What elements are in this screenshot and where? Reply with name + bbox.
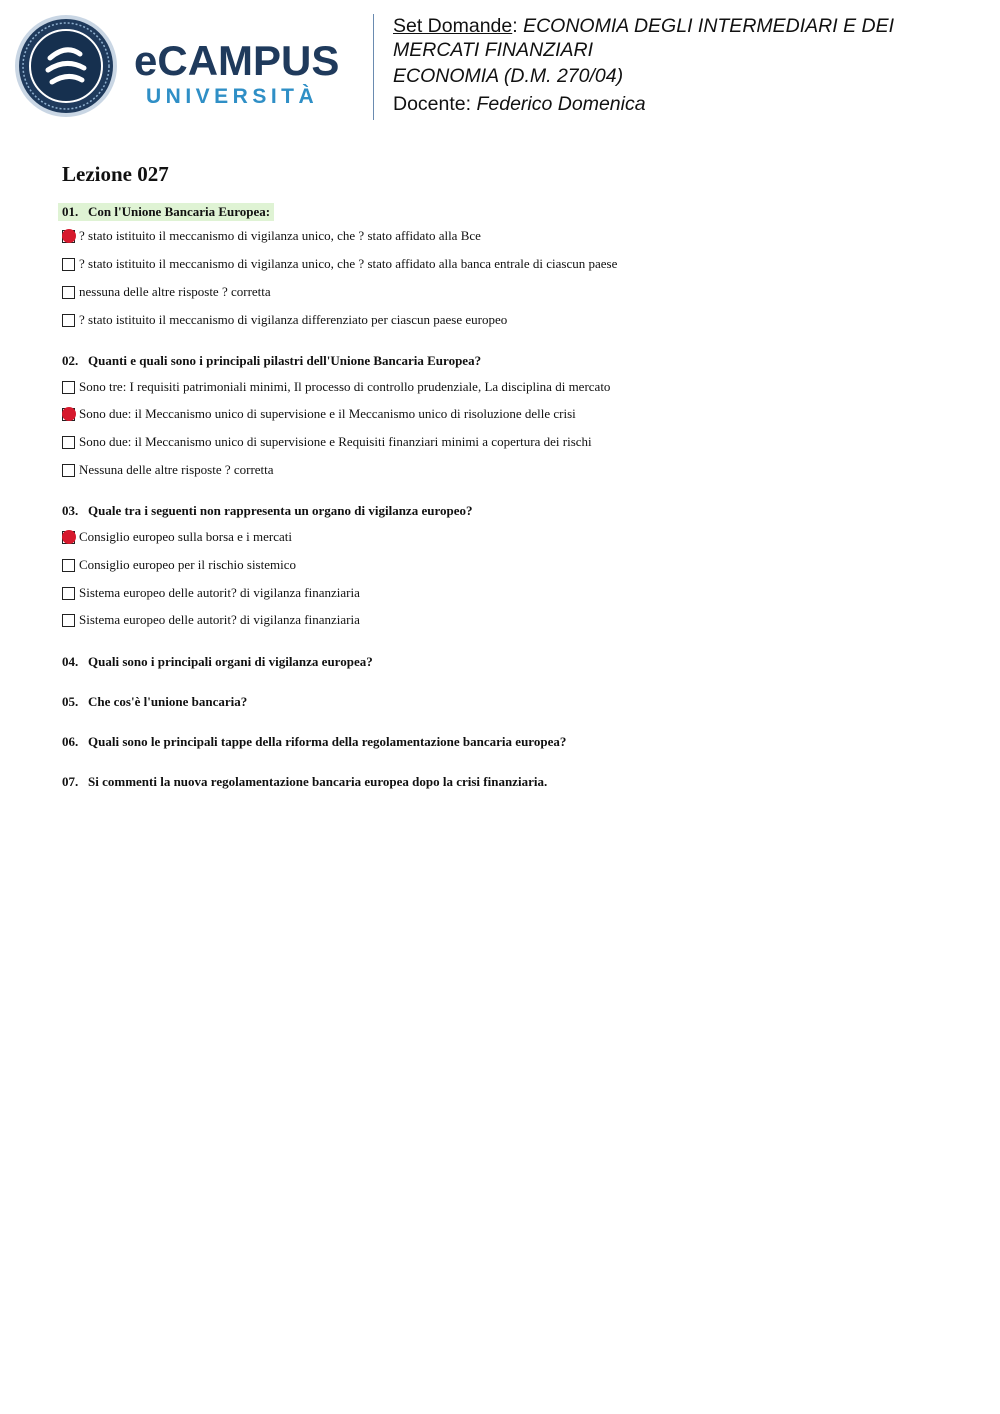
answer-text: Consiglio europeo per il rischio sistemico — [79, 557, 296, 572]
answer-checkbox[interactable] — [62, 381, 75, 394]
answer-option[interactable] — [62, 312, 507, 328]
answer-text: Sono due: il Meccanismo unico di supervisione e il Meccanismo unico di risoluzione delle crisi — [79, 406, 576, 421]
answer-option[interactable] — [62, 462, 274, 478]
answer-option[interactable] — [62, 379, 610, 395]
answer-text: Nessuna delle altre risposte ? corretta — [79, 462, 274, 477]
answer-text: ? stato istituito il meccanismo di vigilanza differenziato per ciascun paese europeo — [79, 312, 508, 327]
question-text: Quali sono i principali organi di vigilanza europea? — [88, 654, 373, 669]
set-label: Set Domande — [393, 15, 513, 37]
university-seal-icon — [14, 14, 118, 118]
answer-option[interactable] — [62, 256, 617, 272]
set-title: ECONOMIA DEGLI INTERMEDIARI E DEI MERCATI FINANZIARI — [393, 15, 895, 61]
answer-option[interactable] — [62, 406, 576, 422]
question-heading — [58, 203, 274, 221]
question-number: 04. — [62, 654, 79, 669]
question-heading — [62, 694, 247, 710]
set-title-line — [393, 15, 983, 62]
answer-option[interactable] — [62, 585, 360, 601]
document-header — [393, 15, 983, 116]
answer-checkbox[interactable] — [62, 258, 75, 271]
question-heading — [62, 774, 547, 790]
course-line — [393, 65, 983, 89]
teacher-label: Docente: — [393, 92, 472, 115]
answer-option[interactable] — [62, 557, 296, 573]
answer-text: ? stato istituito il meccanismo di vigilanza unico, che ? stato affidato alla Bce — [79, 228, 481, 243]
brand-sub-text: UNIVERSITÀ — [146, 85, 319, 108]
answer-checkbox[interactable] — [62, 408, 75, 421]
answer-option[interactable] — [62, 228, 481, 244]
question-text: Con l'Unione Bancaria Europea: — [88, 204, 271, 219]
question-number: 07. — [62, 774, 79, 789]
answer-checkbox[interactable] — [62, 531, 75, 544]
answer-checkbox[interactable] — [62, 559, 75, 572]
ecampus-logo — [14, 14, 364, 118]
answer-option[interactable] — [62, 529, 292, 545]
question-heading — [62, 654, 373, 670]
answer-checkbox[interactable] — [62, 614, 75, 627]
question-number: 06. — [62, 734, 79, 749]
question-text: Quanti e quali sono i principali pilastri dell'Unione Bancaria Europea? — [88, 353, 482, 368]
question-text: Quale tra i seguenti non rappresenta un organo di vigilanza europeo? — [88, 503, 473, 518]
answer-text: Sono due: il Meccanismo unico di supervisione e Requisiti finanziari minimi a copertura dei rischi — [79, 434, 592, 449]
set-separator: : — [512, 15, 518, 37]
question-number: 03. — [62, 503, 79, 518]
answer-text: Sono tre: I requisiti patrimoniali minimi, Il processo di controllo prudenziale, La disciplina di mercato — [79, 379, 611, 394]
teacher-line — [393, 93, 983, 117]
question-heading — [62, 353, 481, 369]
answer-text: Consiglio europeo sulla borsa e i mercati — [79, 529, 293, 544]
answer-text: Sistema europeo delle autorit? di vigilanza finanziaria — [79, 585, 360, 600]
answer-checkbox[interactable] — [62, 436, 75, 449]
answer-text: Sistema europeo delle autorit? di vigilanza finanziaria — [79, 612, 360, 627]
answer-option[interactable] — [62, 434, 592, 450]
question-number: 05. — [62, 694, 79, 709]
question-heading — [62, 734, 566, 750]
answer-checkbox[interactable] — [62, 230, 75, 243]
question-number: 01. — [62, 204, 79, 219]
header-divider — [373, 14, 374, 120]
question-text: Quali sono le principali tappe della riforma della regolamentazione bancaria europea? — [88, 734, 567, 749]
answer-option[interactable] — [62, 284, 271, 300]
brand-main-text: eCAMPUS — [134, 37, 340, 84]
question-number: 02. — [62, 353, 79, 368]
answer-text: ? stato istituito il meccanismo di vigilanza unico, che ? stato affidato alla banca entrale di ciascun paese — [79, 256, 618, 271]
answer-option[interactable] — [62, 612, 360, 628]
course-name: ECONOMIA (D.M. 270/04) — [393, 65, 624, 87]
answer-checkbox[interactable] — [62, 286, 75, 299]
question-text: Si commenti la nuova regolamentazione bancaria europea dopo la crisi finanziaria. — [88, 774, 548, 789]
answer-text: nessuna delle altre risposte ? corretta — [79, 284, 271, 299]
teacher-name: Federico Domenica — [476, 92, 646, 115]
answer-checkbox[interactable] — [62, 587, 75, 600]
answer-checkbox[interactable] — [62, 314, 75, 327]
brand-wordmark — [134, 37, 340, 109]
answer-checkbox[interactable] — [62, 464, 75, 477]
question-text: Che cos'è l'unione bancaria? — [88, 694, 248, 709]
lesson-title: Lezione 027 — [62, 162, 169, 186]
question-heading — [62, 503, 473, 519]
